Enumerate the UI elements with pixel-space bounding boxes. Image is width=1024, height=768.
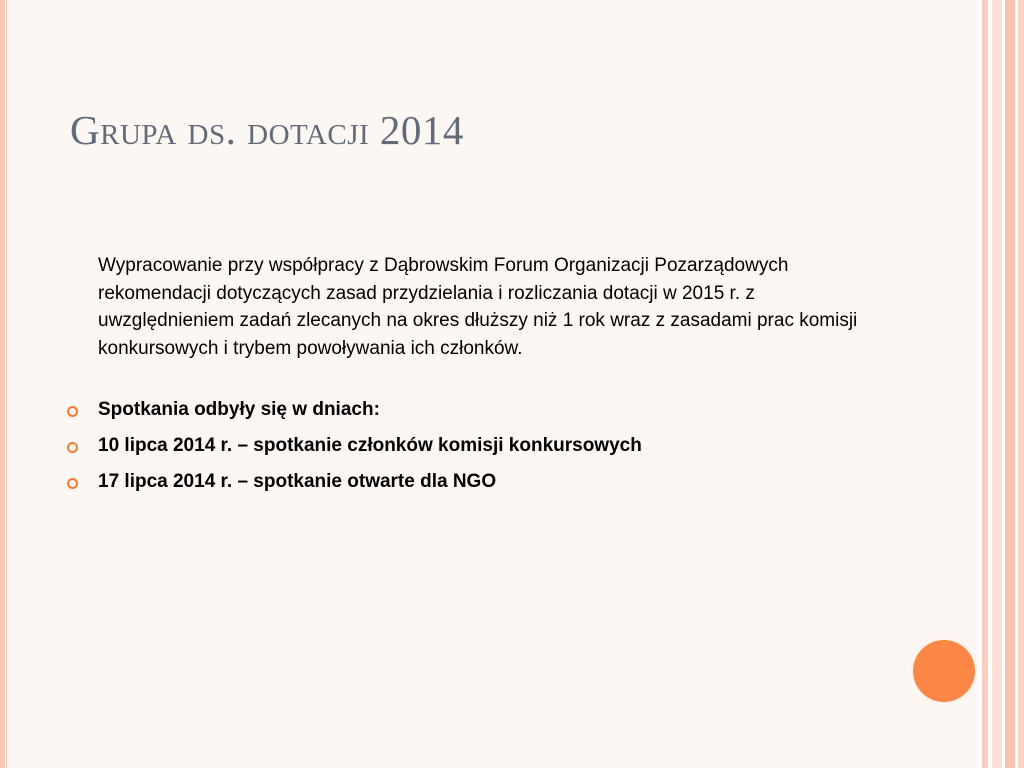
slide xyxy=(6,0,977,768)
bullet-text: 10 lipca 2014 r. – spotkanie członków komisji konkursowych xyxy=(98,435,642,456)
circle-bullet-icon xyxy=(67,406,78,417)
decorative-stripe xyxy=(992,0,1002,768)
bullet-text: Spotkania odbyły się w dniach: xyxy=(98,399,380,420)
left-border-line xyxy=(0,0,5,768)
decorative-stripe xyxy=(1005,0,1015,768)
bullet-item xyxy=(67,433,887,469)
orange-circle-decoration xyxy=(913,640,975,702)
decorative-stripe xyxy=(1018,0,1024,768)
bullet-item xyxy=(67,469,887,505)
bullet-list xyxy=(67,397,887,505)
slide-paragraph: Wypracowanie przy współpracy z Dąbrowskim Forum Organizacji Pozarządowych rekomendacji dotyczących zasad przydzielania i rozliczania dotacji w 2015 r. z uwzględnieniem zadań zlecanych na okres dłuższy niż 1 rok wraz z zasadami prac komisji konkursowych i trybem powoływania ich członków. xyxy=(98,255,858,359)
slide-title: Grupa ds. dotacji 2014 xyxy=(70,107,464,153)
bullet-text: 17 lipca 2014 r. – spotkanie otwarte dla NGO xyxy=(98,471,497,492)
circle-bullet-icon xyxy=(67,442,78,453)
circle-bullet-icon xyxy=(67,478,78,489)
bullet-item xyxy=(67,397,887,433)
